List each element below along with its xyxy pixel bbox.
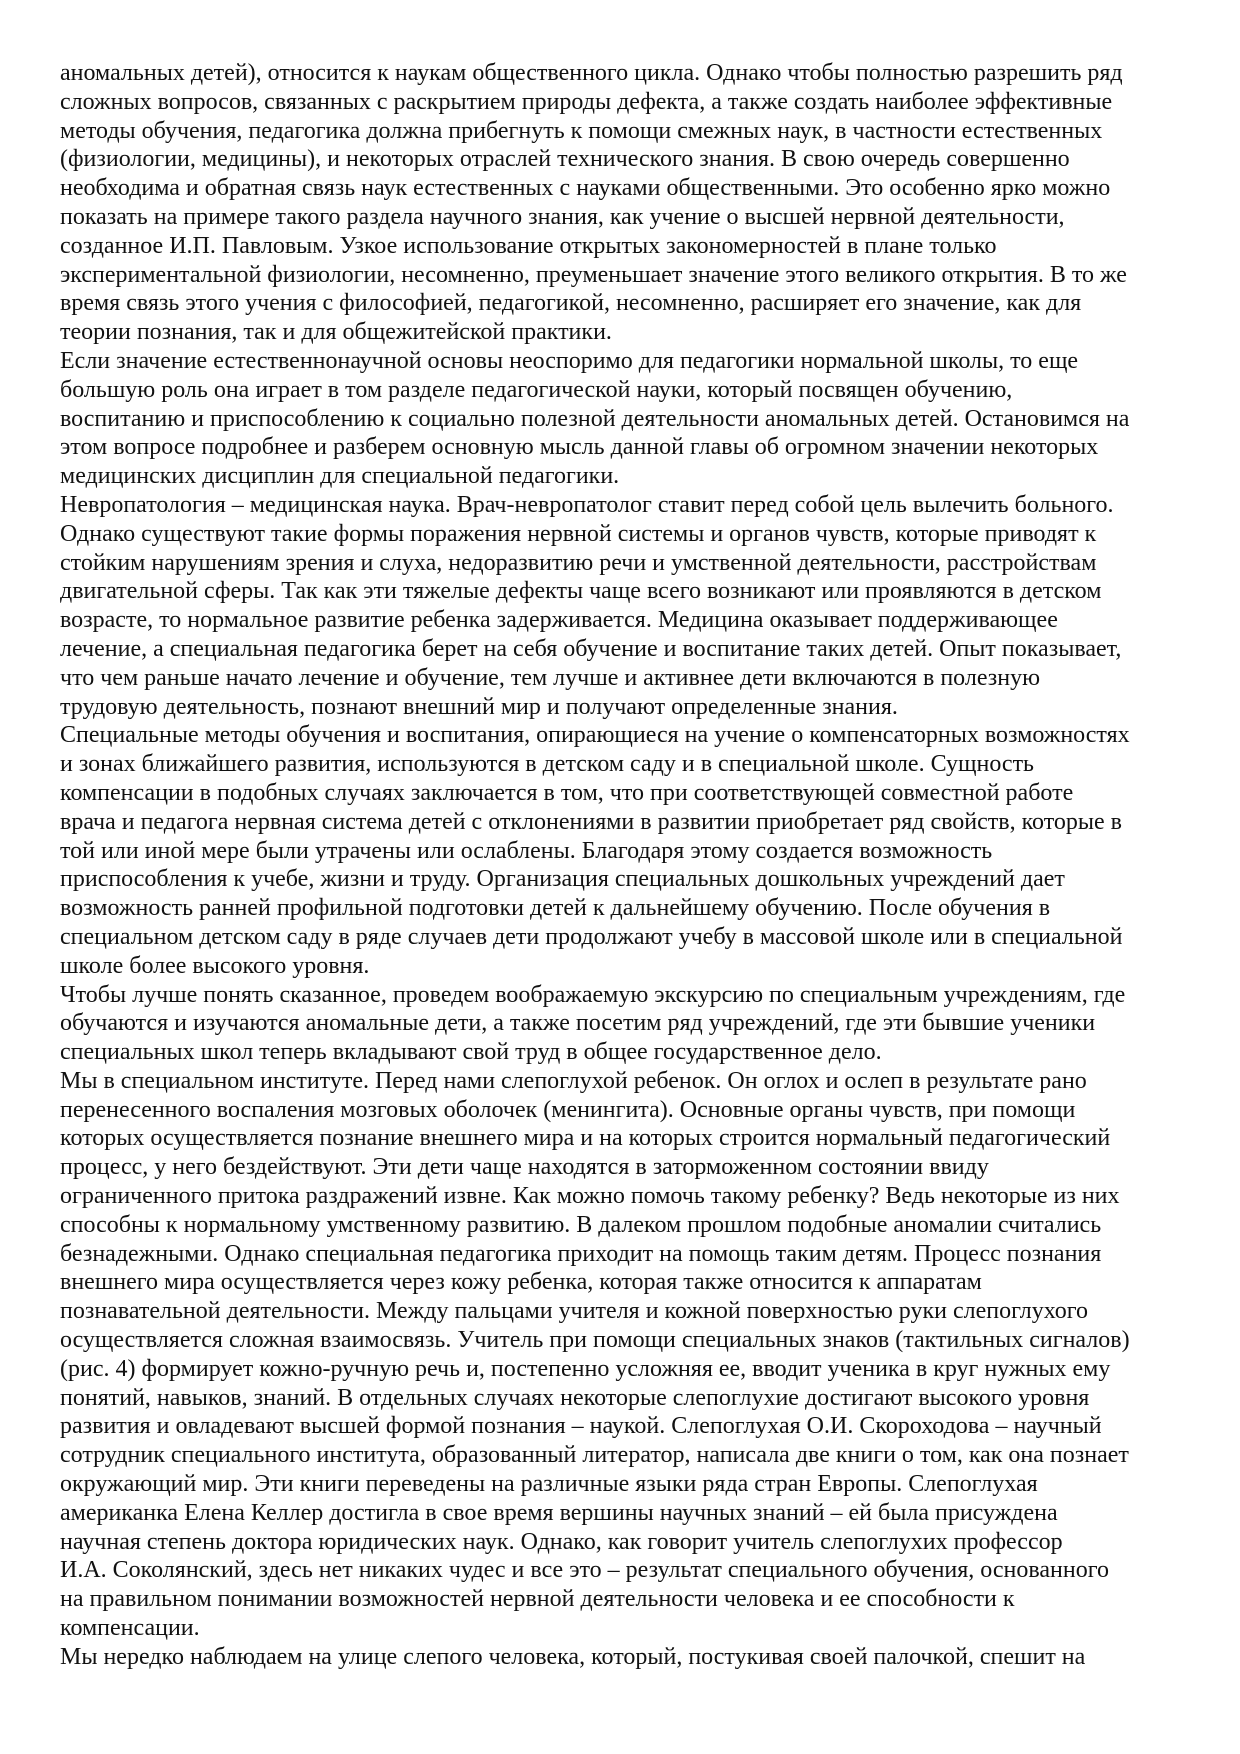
text-line: время связь этого учения с философией, педагогикой, несомненно, расширяет его значение, как для [60, 290, 1082, 317]
paragraph [60, 491, 1200, 721]
text-line: и зонах ближайшего развития, используются в детском саду и в специальной школе. Сущность [60, 751, 1035, 778]
text-line: познавательной деятельности. Между пальцами учителя и кожной поверхностью руки слепоглухого [60, 1298, 1089, 1325]
text-line: понятий, навыков, знаний. В отдельных случаях некоторые слепоглухие достигают высокого уровня [60, 1384, 1090, 1411]
text-line: которых осуществляется познание внешнего мира и на которых строится нормальный педагогический [60, 1125, 1111, 1152]
text-line: Мы нередко наблюдаем на улице слепого человека, который, постукивая своей палочкой, спешит на [60, 1643, 1086, 1670]
text-line: Невропатология – медицинская наука. Врач-невропатолог ставит перед собой цель вылечить больного. [60, 491, 1114, 518]
text-line: Специальные методы обучения и воспитания, опирающиеся на учение о компенсаторных возможностях [60, 722, 1130, 749]
text-line: научная степень доктора юридических наук. Однако, как говорит учитель слепоглухих профессор [60, 1528, 1063, 1555]
text-line: (рис. 4) формирует кожно-ручную речь и, постепенно усложняя ее, вводит ученика в круг нужных ему [60, 1355, 1111, 1382]
text-line: Мы в специальном институте. Перед нами слепоглухой ребенок. Он оглох и ослеп в результате рано [60, 1067, 1087, 1094]
text-line: лечение, а специальная педагогика берет на себя обучение и воспитание таких детей. Опыт показывает, [60, 635, 1122, 662]
text-line: двигательной сферы. Так как эти тяжелые дефекты чаще всего возникают или проявляются в детском [60, 578, 1102, 605]
text-line: этом вопросе подробнее и разберем основную мысль данной главы об огромном значении некоторых [60, 434, 1099, 461]
text-line: компенсации в подобных случаях заключается в том, что при соответствующей совместной работе [60, 779, 1074, 806]
text-line: процесс, у него бездействуют. Эти дети чаще находятся в заторможенном состоянии ввиду [60, 1154, 989, 1181]
text-line: созданное И.П. Павловым. Узкое использование открытых закономерностей в плане только [60, 232, 997, 259]
text-line: большую роль она играет в том разделе педагогической науки, который посвящен обучению, [60, 376, 1013, 403]
text-line: специальном детском саду в ряде случаев дети продолжают учебу в массовой школе или в специальной [60, 923, 1123, 950]
paragraph [60, 1067, 1200, 1643]
text-line: Чтобы лучше понять сказанное, проведем воображаемую экскурсию по специальным учреждениям, где [60, 981, 1126, 1008]
text-line: внешнего мира осуществляется через кожу ребенка, которая также относится к аппаратам [60, 1269, 982, 1296]
text-line: приспособления к учебе, жизни и труду. Организация специальных дошкольных учреждений дает [60, 866, 1065, 893]
paragraph [60, 59, 1200, 347]
text-line: специальных школ теперь вкладывают свой труд в общее государственное дело. [60, 1039, 882, 1066]
text-line: ограниченного притока раздражений извне. Как можно помочь такому ребенку? Ведь некоторые из них [60, 1183, 1120, 1210]
text-line: необходима и обратная связь наук естественных с науками общественными. Это особенно ярко можно [60, 175, 1111, 202]
text-line: медицинских дисциплин для специальной педагогики. [60, 463, 620, 490]
text-line: что чем раньше начато лечение и обучение, тем лучше и активнее дети включаются в полезную [60, 664, 1041, 691]
document-page [60, 59, 1200, 1672]
text-line: той или иной мере были утрачены или ослаблены. Благодаря этому создается возможность [60, 837, 993, 864]
text-line: (физиологии, медицины), и некоторых отраслей технического знания. В свою очередь совершенно [60, 146, 1070, 173]
text-line: аномальных детей), относится к наукам общественного цикла. Однако чтобы полностью разрешить ряд [60, 60, 1123, 86]
text-line: школе более высокого уровня. [60, 952, 370, 979]
text-line: Если значение естественнонаучной основы неоспоримо для педагогики нормальной школы, то еще [60, 347, 1079, 374]
paragraph [60, 1643, 1200, 1672]
text-line: сложных вопросов, связанных с раскрытием природы дефекта, а также создать наиболее эффективные [60, 88, 1113, 115]
paragraph [60, 347, 1200, 491]
text-line: развития и овладевают высшей формой познания – наукой. Слепоглухая О.И. Скороходова – научный [60, 1413, 1102, 1440]
text-line: стойким нарушениям зрения и слуха, недоразвитию речи и умственной деятельности, расстройствам [60, 549, 1097, 576]
text-line: перенесенного воспаления мозговых оболочек (менингита). Основные органы чувств, при помощи [60, 1096, 1076, 1123]
text-line: компенсации. [60, 1615, 200, 1642]
text-line: способны к нормальному умственному развитию. В далеком прошлом подобные аномалии считались [60, 1211, 1102, 1238]
text-line: осуществляется сложная взаимосвязь. Учитель при помощи специальных знаков (тактильных сигналов) [60, 1327, 1130, 1354]
text-line: возможность ранней профильной подготовки детей к дальнейшему обучению. После обучения в [60, 895, 1051, 922]
text-line: экспериментальной физиологии, несомненно, преуменьшает значение этого великого открытия. В то же [60, 261, 1127, 288]
text-line: окружающий мир. Эти книги переведены на различные языки ряда стран Европы. Слепоглухая [60, 1471, 1038, 1498]
text-line: воспитанию и приспособлению к социально полезной деятельности аномальных детей. Остановимся на [60, 405, 1130, 432]
text-line: врача и педагога нервная система детей с отклонениями в развитии приобретает ряд свойств, которые в [60, 808, 1122, 835]
text-line: на правильном понимании возможностей нервной деятельности человека и ее способности к [60, 1586, 1015, 1613]
text-line: американка Елена Келлер достигла в свое время вершины научных знаний – ей была присуждена [60, 1499, 1058, 1526]
text-line: безнадежными. Однако специальная педагогика приходит на помощь таким детям. Процесс познания [60, 1240, 1102, 1267]
text-line: методы обучения, педагогика должна прибегнуть к помощи смежных наук, в частности естественных [60, 117, 1103, 144]
text-line: показать на примере такого раздела научного знания, как учение о высшей нервной деятельности, [60, 203, 1065, 230]
paragraph [60, 721, 1200, 980]
text-line: И.А. Соколянский, здесь нет никаких чудес и все это – результат специального обучения, основанного [60, 1557, 1109, 1584]
text-line: Однако существуют такие формы поражения нервной системы и органов чувств, которые приводят к [60, 520, 1097, 547]
text-line: сотрудник специального института, образованный литератор, написала две книги о том, как она познает [60, 1442, 1129, 1469]
paragraph [60, 981, 1200, 1067]
text-line: трудовую деятельность, познают внешний мир и получают определенные знания. [60, 693, 898, 720]
text-line: теории познания, так и для общежитейской практики. [60, 319, 612, 346]
text-line: возрасте, то нормальное развитие ребенка задерживается. Медицина оказывает поддерживающее [60, 607, 1058, 634]
text-line: обучаются и изучаются аномальные дети, а также посетим ряд учреждений, где эти бывшие ученики [60, 1010, 1096, 1037]
